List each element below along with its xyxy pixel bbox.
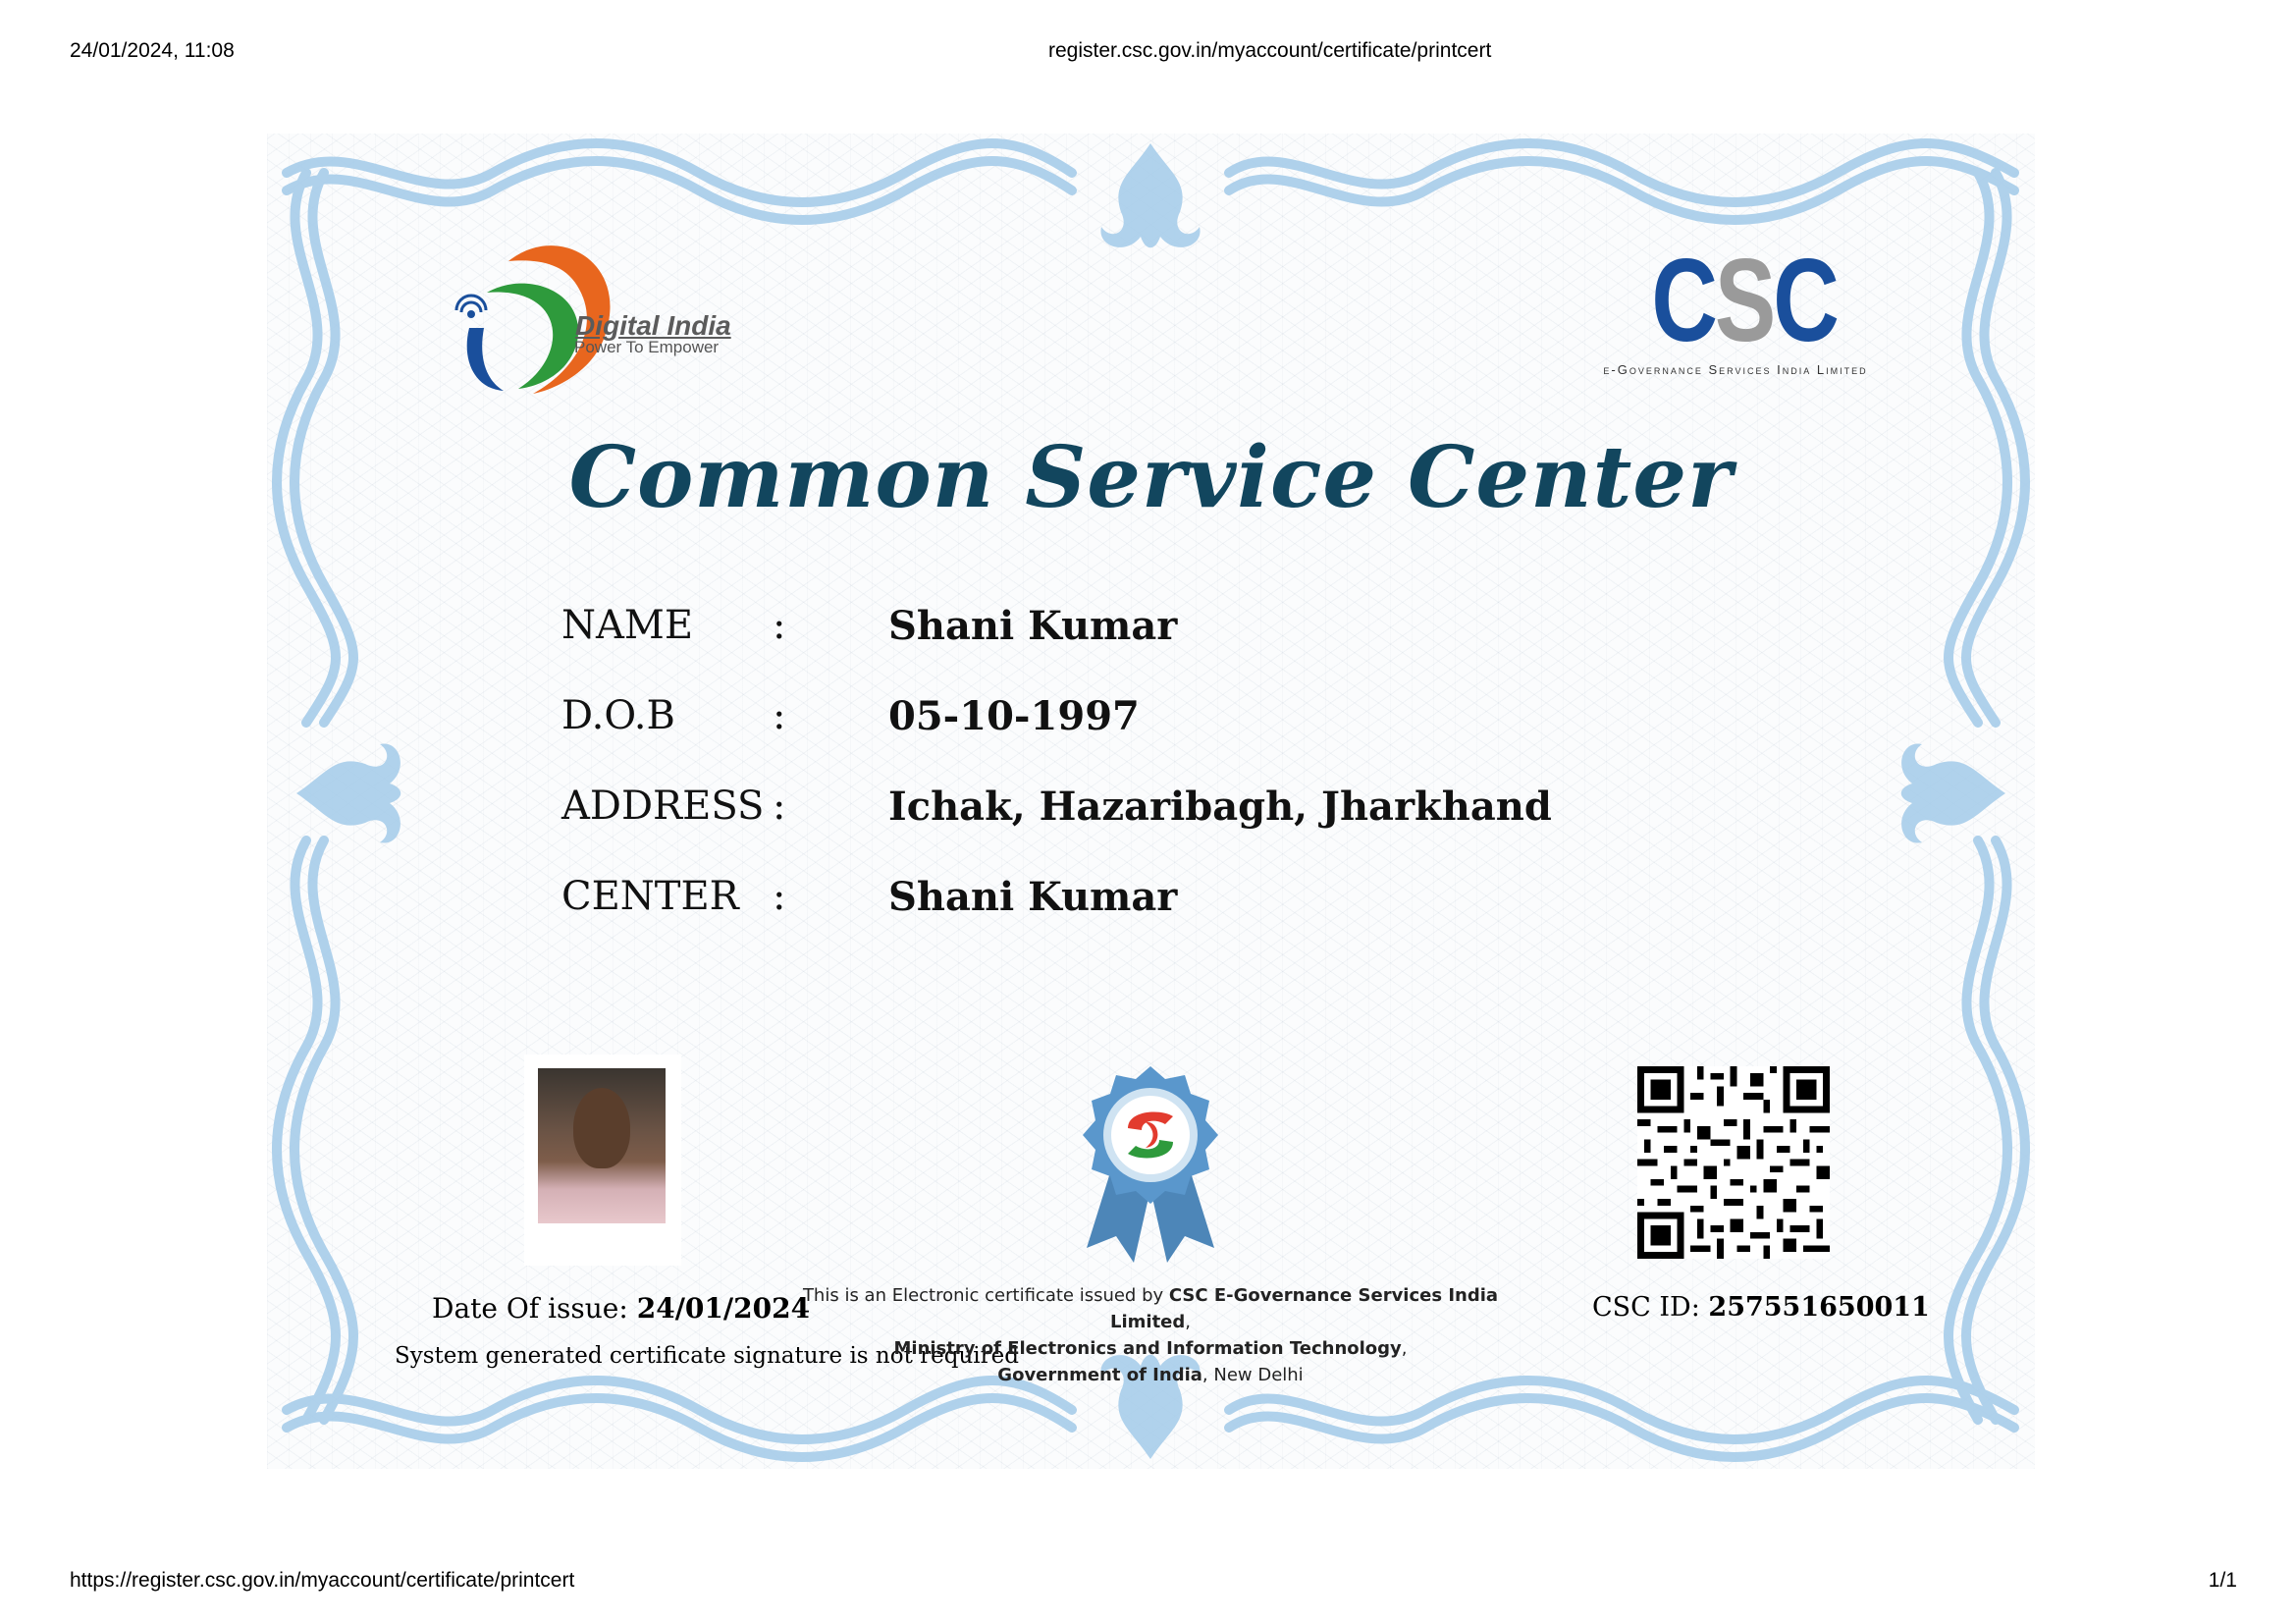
field-colon: :	[773, 784, 786, 829]
electronic-certificate-note	[777, 1282, 1523, 1388]
field-value: 05-10-1997	[888, 693, 1140, 739]
digital-india-name: Digital India	[575, 310, 731, 341]
csc-id-label: CSC ID:	[1592, 1292, 1700, 1323]
qr-code	[1637, 1066, 1830, 1259]
date-of-issue-value: 24/01/2024	[636, 1292, 811, 1325]
csc-id	[1592, 1292, 1930, 1323]
csc-id-value: 257551650011	[1708, 1292, 1930, 1323]
csc-logo-subtitle: e-Governance Services India Limited	[1603, 362, 1868, 377]
signature-note: System generated certificate signature is not required	[395, 1343, 1019, 1369]
field-value: Ichak, Hazaribagh, Jharkhand	[888, 784, 1552, 830]
field-center	[561, 874, 1838, 933]
field-label: CENTER	[561, 874, 739, 919]
note-comma: ,	[1185, 1312, 1191, 1332]
note-ministry: Ministry of Electronics and Information Technology	[893, 1338, 1402, 1359]
date-of-issue-label: Date Of issue:	[432, 1292, 628, 1325]
holder-photo-image	[538, 1068, 666, 1223]
note-suffix: , New Delhi	[1201, 1365, 1304, 1385]
field-dob	[561, 693, 1838, 752]
csc-logo-s: S	[1714, 235, 1774, 366]
field-label: NAME	[561, 603, 694, 648]
field-colon: :	[773, 603, 786, 648]
note-prefix: This is an Electronic certificate issued by	[802, 1285, 1169, 1306]
csc-logo-c2: C	[1773, 235, 1837, 366]
field-name	[561, 603, 1838, 662]
note-comma: ,	[1401, 1338, 1408, 1359]
certificate-title: Common Service Center	[568, 428, 1734, 527]
digital-india-tagline: Power To Empower	[574, 338, 720, 356]
print-page-number: 1/1	[2208, 1569, 2237, 1592]
csc-logo-c1: C	[1651, 235, 1715, 366]
holder-photo-face	[573, 1088, 630, 1168]
field-label: ADDRESS	[561, 784, 765, 829]
print-header-url: register.csc.gov.in/myaccount/certificate/printcert	[1048, 39, 1492, 62]
field-colon: :	[773, 693, 786, 738]
print-datetime: 24/01/2024, 11:08	[70, 39, 235, 62]
field-value: Shani Kumar	[888, 603, 1178, 649]
note-government: Government of India	[997, 1365, 1202, 1385]
note-issuer: CSC E-Governance Services India Limited	[1110, 1285, 1499, 1332]
field-colon: :	[773, 874, 786, 919]
award-badge-icon	[1067, 1061, 1234, 1268]
field-value: Shani Kumar	[888, 874, 1178, 920]
date-of-issue	[432, 1292, 810, 1325]
certificate	[267, 134, 2035, 1469]
field-label: D.O.B	[561, 693, 675, 738]
field-address	[561, 784, 1838, 842]
csc-logo	[1651, 235, 1837, 366]
print-footer-url: https://register.csc.gov.in/myaccount/certificate/printcert	[70, 1569, 575, 1592]
holder-photo	[524, 1055, 681, 1266]
